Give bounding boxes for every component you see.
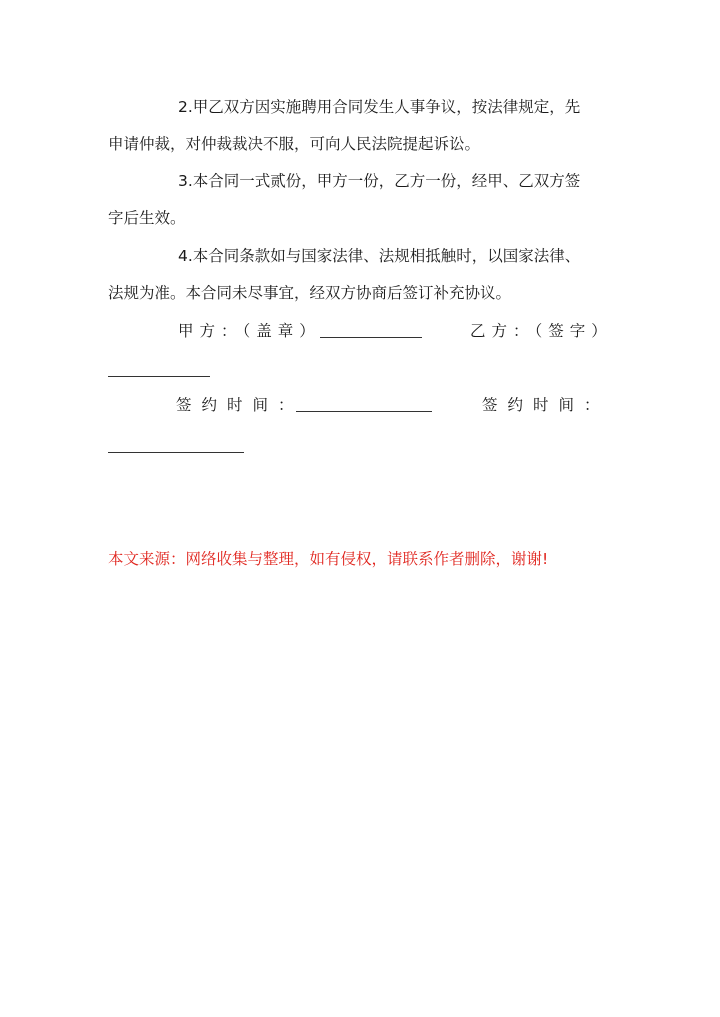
party-a-sign-time-label: 签约时间： (176, 396, 304, 414)
clause-3-line-2: 字后生效。 (108, 209, 186, 227)
party-b-sign-time-blank (108, 434, 244, 457)
source-note: 本文来源：网络收集与整理，如有侵权，请联系作者删除，谢谢! (108, 550, 549, 568)
party-b-signature-underline (108, 358, 210, 377)
party-a-seal-blank (320, 319, 422, 342)
party-b-sign-time-label: 签约时间： (482, 396, 610, 414)
clause-3 (108, 163, 618, 237)
clause-3-line-1: 3.本合同一式贰份，甲方一份，乙方一份，经甲、乙双方签 (178, 172, 581, 190)
clause-2-line-2: 申请仲裁，对仲裁裁决不服，可向人民法院提起诉讼。 (108, 135, 481, 153)
party-b-sign-time-underline (108, 434, 244, 453)
party-a-sign-time-blank (296, 393, 432, 416)
clause-2 (108, 89, 618, 163)
party-a-seal-label: 甲方：（盖章） (178, 322, 321, 340)
clause-4-line-2: 法规为准。本合同未尽事宜，经双方协商后签订补充协议。 (108, 284, 512, 302)
party-a-seal-underline (320, 319, 422, 338)
party-b-signature-blank (108, 358, 210, 381)
party-a-sign-time-underline (296, 393, 432, 412)
party-b-signature-label: 乙方：（签字） (470, 322, 613, 340)
clause-4-line-1: 4.本合同条款如与国家法律、法规相抵触时，以国家法律、 (178, 247, 581, 265)
clause-4 (108, 238, 618, 312)
clause-2-line-1: 2.甲乙双方因实施聘用合同发生人事争议，按法律规定，先 (178, 98, 581, 116)
